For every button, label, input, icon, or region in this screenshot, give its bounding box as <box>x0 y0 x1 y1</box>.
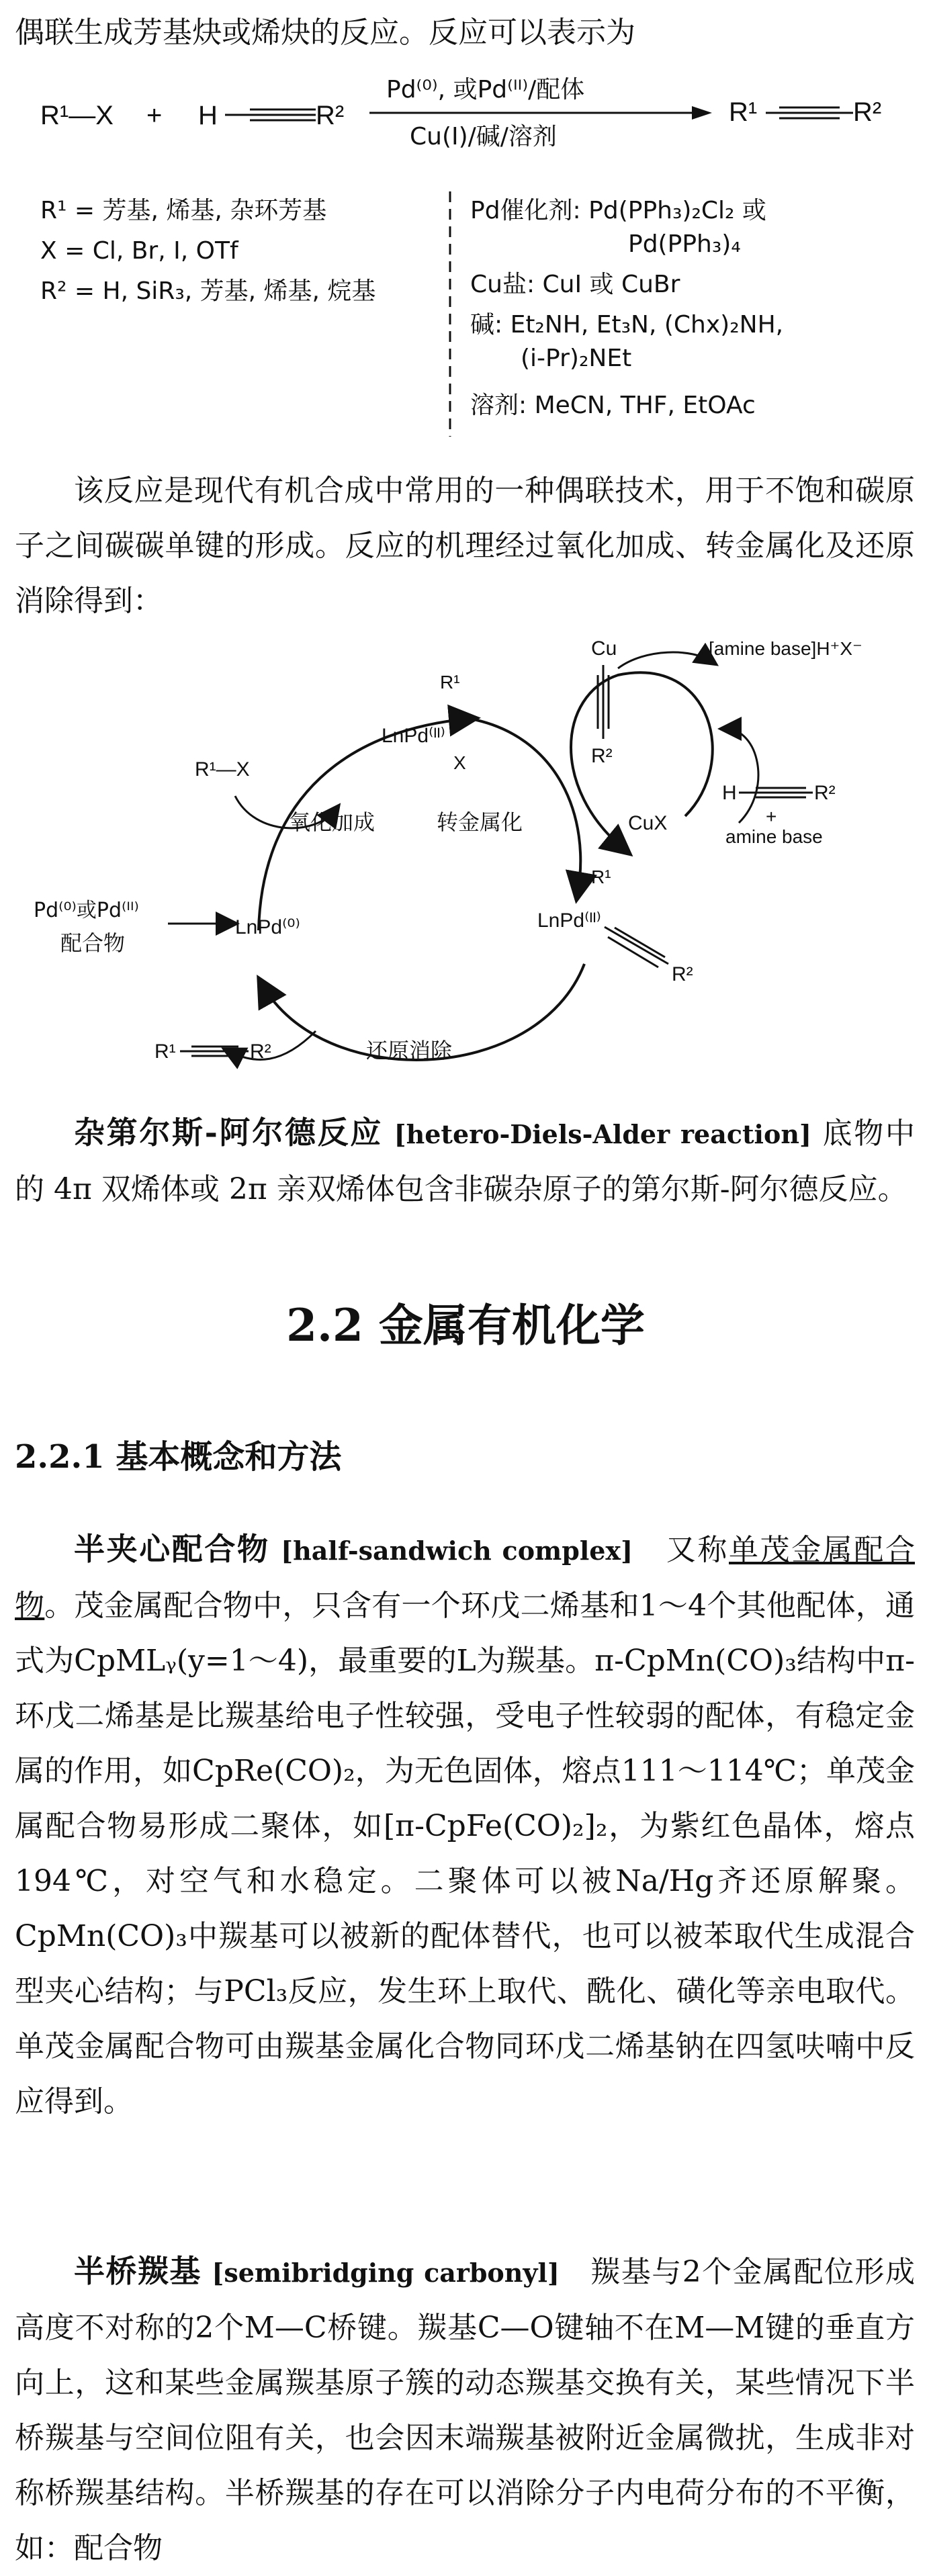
lnpd2-b-label: LnPd⁽ᴵᴵ⁾ <box>537 909 601 932</box>
cond-left-3: R² = H, SiR₃, 芳基, 烯基, 烷基 <box>40 277 376 305</box>
semibridging-term: 半桥羰基 <box>74 2253 202 2289</box>
r1x-label: R¹—X <box>195 758 250 781</box>
scheme1-reactant1: R¹—X <box>40 101 114 130</box>
semibridging-body: 羰基与2个金属配位形成高度不对称的2个M—C桥键。羰基C—O键轴不在M—M键的垂直方向上，这和某些金属羰基原子簇的动态羰基交换有关，某些情况下半桥羰基与空间位阻有关，也会因末端羰基被附近金属微扰，生成非对称桥羰基结构。半桥羰基的存在可以消除分子内电荷分布的不平衡，如：配合物 <box>15 2255 916 2565</box>
reaction-scheme-1 <box>0 64 931 440</box>
cond-right-1: Pd催化剂: Pd(PPh₃)₂Cl₂ 或 <box>470 197 766 224</box>
prod-r1-label: R¹ <box>154 1040 176 1063</box>
hda-term: 杂第尔斯-阿尔德反应 <box>74 1114 383 1151</box>
r2-b-label: R² <box>672 963 693 985</box>
lnpd0-label: LnPd⁽⁰⁾ <box>235 916 300 938</box>
semibridging-english: [semibridging carbonyl] <box>212 2258 560 2288</box>
entry-hetero-diels-alder <box>15 1105 915 1217</box>
r1-a-label: R¹ <box>440 672 460 693</box>
subsection-title: 2.2.1 基本概念和方法 <box>15 1438 342 1476</box>
half-sandwich-body: 。茂金属配合物中，只含有一个环戊二烯基和1～4个其他配体，通式为CpMLᵧ(y=1～4)，最重要的L为羰基。π-CpMn(CO)₃结构中π-环戊二烯基是比羰基给电子性较强，受电子性较弱的配体，有稳定金属的作用，如CpRe(CO)₂，为无色固体，熔点111～114℃；单茂金属配合物易形成二聚体，如[π-CpFe(CO)₂]₂，为紫红色晶体，熔点194℃，对空气和水稳定。二聚体可以被Na/Hg齐还原解聚。CpMn(CO)₃中羰基可以被新的配体替代，也可以被苯取代生成混合型夹心结构；与PCl₃反应，发生环上取代、酰化、磺化等亲电取代。单茂金属配合物可由羰基金属化合物同环戊二烯基钠在四氢呋喃中反应得到。 <box>15 1589 916 2119</box>
mechanism-paragraph <box>15 463 915 629</box>
intro-line <box>15 5 915 60</box>
red-elim-label: 还原消除 <box>366 1038 453 1063</box>
lnpd2-a-label: LnPd⁽ᴵᴵ⁾ <box>382 725 445 747</box>
cond-left-1: R¹ = 芳基, 烯基, 杂环芳基 <box>40 197 327 224</box>
scheme1-product-r1: R¹ <box>729 97 758 127</box>
pd-source-1: Pd⁽⁰⁾或Pd⁽ᴵᴵ⁾ <box>34 899 139 922</box>
cond-right-6: 溶剂: MeCN, THF, EtOAc <box>470 392 756 419</box>
h-alkyne-bond <box>739 788 813 797</box>
hda-english: [hetero-Diels-Alder reaction] <box>394 1119 811 1149</box>
h-alkyne-r2: R² <box>814 782 836 804</box>
section-title: 2.2 金属有机化学 <box>286 1299 645 1351</box>
amine-arrow <box>618 652 712 668</box>
arrow-top-label: Pd⁽⁰⁾, 或Pd⁽ᴵᴵ⁾/配体 <box>386 76 585 103</box>
r2-top-label: R² <box>591 745 613 767</box>
scheme1-h: H <box>198 101 218 130</box>
scheme1-alkyne-bond-1 <box>225 109 316 120</box>
alkyne-in-arrow <box>725 729 758 823</box>
transmetal-label: 转金属化 <box>437 809 523 835</box>
amine-salt-label: [amine base]H⁺X⁻ <box>709 638 862 659</box>
cond-right-5: (i-Pr)₂NEt <box>521 345 632 372</box>
product-out-arrow <box>228 1031 316 1059</box>
cond-right-2: Pd(PPh₃)₄ <box>628 230 741 258</box>
amine-base-label: amine base <box>725 826 823 847</box>
entry-semibridging <box>15 2244 915 2576</box>
scheme1-product-r2: R² <box>853 97 882 127</box>
catalytic-cycle <box>0 628 931 1098</box>
mechanism-text: 该反应是现代有机合成中常用的一种偶联技术，用于不饱和碳原子之间碳碳单键的形成。反应的机理经过氧化加成、转金属化及还原消除得到： <box>15 474 915 618</box>
x-a-label: X <box>453 752 466 773</box>
arrow-head <box>692 106 712 120</box>
prod-r2-label: R² <box>250 1040 271 1063</box>
h-alkyne-h: H <box>722 782 737 804</box>
entry-half-sandwich <box>15 1521 915 2129</box>
cu-alkyne-bond <box>598 665 609 739</box>
cond-left-2: X = Cl, Br, I, OTf <box>40 237 238 265</box>
cond-right-3: Cu盐: CuI 或 CuBr <box>470 271 680 298</box>
hda-body: 底物中的 4π 双烯体或 2π 亲双烯体包含非碳杂原子的第尔斯-阿尔德反应。 <box>15 1116 915 1206</box>
scheme1-alkyne-bond-2 <box>766 107 853 118</box>
intro-text: 偶联生成芳基炔或烯炔的反应。反应可以表示为 <box>15 15 635 50</box>
cu-label: Cu <box>591 637 617 660</box>
pd-alkyne-bond <box>605 927 668 967</box>
cond-right-4: 碱: Et₂NH, Et₃N, (Chx)₂NH, <box>470 311 784 339</box>
scheme1-r2: R² <box>316 101 345 130</box>
scheme1-plus: + <box>146 101 163 130</box>
pd-source-2: 配合物 <box>60 930 126 956</box>
half-sandwich-lead: 又称 <box>666 1533 729 1567</box>
cux-label: CuX <box>628 812 668 834</box>
cycle-arc-transmetalation <box>470 719 580 893</box>
r1-b-label: R¹ <box>591 867 611 887</box>
half-sandwich-term: 半夹心配合物 <box>74 1531 270 1567</box>
ox-add-label: 氧化加成 <box>289 809 375 835</box>
half-sandwich-link[interactable]: 单茂金属配合物 <box>15 1533 915 1623</box>
plus-label: + <box>766 806 777 827</box>
arrow-bottom-label: Cu(Ⅰ)/碱/溶剂 <box>410 123 557 150</box>
half-sandwich-english: [half-sandwich complex] <box>281 1536 633 1566</box>
